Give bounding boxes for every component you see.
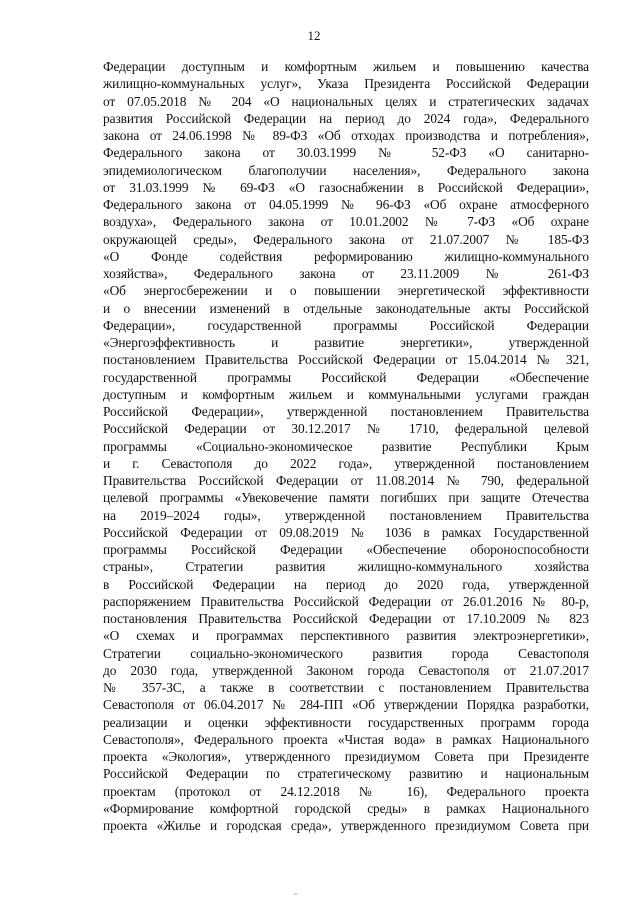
text-line: № 357-ЗС, а также в соответствии с постановлением Правительства — [103, 680, 589, 695]
text-line: от 07.05.2018 № 204 «О национальных целях и стратегических задачах — [103, 93, 589, 109]
text-line: проекта «Экология», утвержденного президиумом Совета при Президенте — [103, 749, 589, 764]
text-line: и г. Севастополя до 2022 года», утвержденной постановлением — [103, 455, 589, 471]
text-line: «Энергоэффективность и развитие энергетики», утвержденной — [103, 335, 589, 350]
text-line: «О Фонде содействия реформированию жилищно-коммунального — [103, 248, 589, 264]
text-line: в Российской Федерации на период до 2020 года, утвержденной — [103, 576, 589, 592]
text-line: «О схемах и программах перспективного развития электроэнергетики», — [103, 628, 589, 644]
text-line: Федерального закона от 04.05.1999 № 96-ФЗ «Об охране атмосферного — [103, 197, 589, 212]
text-line: до 2030 года, утвержденной Законом города Севастополя от 21.07.2017 — [103, 662, 589, 678]
text-line: Федерального закона от 30.03.1999 № 52-ФЗ «О санитарно- — [103, 145, 589, 161]
text-line: программы Российской Федерации «Обеспечение обороноспособности — [103, 542, 589, 557]
text-line: распоряжением Правительства Российской Федерации от 26.01.2016 № 80-р, — [103, 593, 589, 609]
text-line: проектам (протокол от 24.12.2018 № 16), Федерального проекта — [103, 783, 589, 799]
text-line: Стратегии социально-экономического развития города Севастополя — [103, 645, 589, 661]
text-line: Федерации доступным и комфортным жильем и повышению качества — [103, 59, 589, 74]
text-line: Российской Федерации», утвержденной постановлением Правительства — [103, 404, 589, 419]
text-line: Севастополя», Федерального проекта «Чистая вода» в рамках Национального — [103, 731, 589, 747]
text-line: Севастополя от 06.04.2017 № 284-ПП «Об утверждении Порядка разработки, — [103, 697, 589, 713]
text-line: воздуха», Федерального закона от 10.01.2002 № 7-ФЗ «Об охране — [103, 214, 589, 230]
body-paragraph — [103, 58, 589, 834]
text-line: «Об энергосбережении и о повышении энергетической эффективности — [103, 283, 589, 299]
text-line: программы «Социально-экономическое развитие Республики Крым — [103, 438, 589, 454]
text-line: доступным и комфортным жильем и коммунальными услугами граждан — [103, 386, 589, 402]
text-line: окружающей среды», Федерального закона от 21.07.2007 № 185-ФЗ — [103, 231, 589, 247]
text-line: целевой программы «Увековечение памяти погибших при защите Отечества — [103, 490, 589, 506]
text-line: от 31.03.1999 № 69-ФЗ «О газоснабжении в Российской Федерации», — [103, 179, 589, 195]
text-line: хозяйства», Федерального закона от 23.11.2009 № 261-ФЗ — [103, 266, 589, 281]
text-line: постановлением Правительства Российской Федерации от 15.04.2014 № 321, — [103, 352, 589, 368]
text-line: Российской Федерации от 09.08.2019 № 1036 в рамках Государственной — [103, 524, 589, 540]
text-line: Российской Федерации от 30.12.2017 № 1710, федеральной целевой — [103, 421, 589, 437]
text-line: Правительства Российской Федерации от 11.08.2014 № 790, федеральной — [103, 473, 589, 488]
text-line: и о внесении изменений в отдельные законодательные акты Российской — [103, 300, 589, 316]
scan-speck — [294, 893, 297, 895]
text-line: Российской Федерации по стратегическому развитию и национальным — [103, 766, 589, 782]
text-line: страны», Стратегии развития жилищно-коммунального хозяйства — [103, 559, 589, 575]
text-line: эпидемиологическом благополучии населения», Федерального закона — [103, 162, 589, 178]
text-line: проекта «Жилье и городская среда», утвержденного президиумом Совета при — [103, 818, 589, 833]
page-number: 12 — [307, 28, 321, 43]
text-line: постановления Правительства Российской Федерации от 17.10.2009 № 823 — [103, 611, 589, 626]
text-line: развития Российской Федерации на период до 2024 года», Федерального — [103, 110, 589, 126]
text-line: закона от 24.06.1998 № 89-ФЗ «Об отходах производства и потребления», — [103, 128, 589, 143]
text-line: «Формирование комфортной городской среды» в рамках Национального — [103, 800, 589, 816]
text-line: на 2019–2024 годы», утвержденной постановлением Правительства — [103, 507, 589, 523]
text-line: реализации и оценки эффективности государственных программ города — [103, 714, 589, 730]
text-line: жилищно-коммунальных услуг», Указа Президента Российской Федерации — [103, 76, 589, 92]
text-line: Федерации», государственной программы Российской Федерации — [103, 317, 589, 333]
text-line: государственной программы Российской Федерации «Обеспечение — [103, 369, 589, 385]
